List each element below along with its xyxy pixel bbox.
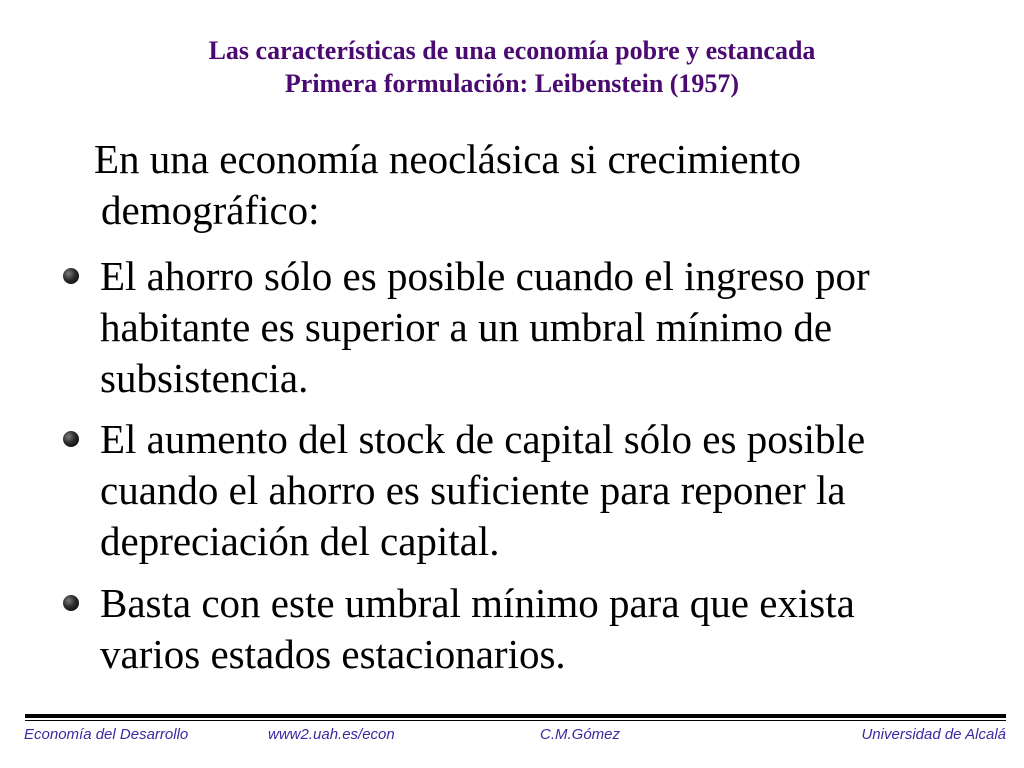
footer-author: C.M.Gómez xyxy=(540,726,621,743)
bullet-1-line-1: El ahorro sólo es posible cuando el ingreso por xyxy=(100,253,870,299)
sphere-bullet-icon xyxy=(63,431,79,447)
bullet-1-line-2: habitante es superior a un umbral mínimo de xyxy=(100,304,833,350)
slide-title-line-1: Las características de una economía pobre y estancada xyxy=(208,36,816,65)
intro-line-2: demográfico: xyxy=(101,187,320,233)
sphere-bullet-icon xyxy=(63,268,79,284)
bullet-item-savings-threshold xyxy=(100,251,950,404)
bullet-2-line-2: cuando el ahorro es suficiente para reponer la xyxy=(100,467,846,513)
intro-line-1: En una economía neoclásica si crecimiento xyxy=(94,136,801,182)
bullet-3-line-1: Basta con este umbral mínimo para que exista xyxy=(100,580,855,626)
footer-course-name: Economía del Desarrollo xyxy=(24,726,189,743)
footer-divider-thick xyxy=(25,714,1006,718)
bullet-3-line-2: varios estados estacionarios. xyxy=(100,631,566,677)
footer-university: Universidad de Alcalá xyxy=(861,726,1006,743)
bullet-2-line-1: El aumento del stock de capital sólo es posible xyxy=(100,416,866,462)
footer-divider-thin xyxy=(25,720,1006,721)
bullet-1-line-3: subsistencia. xyxy=(100,355,309,401)
bullet-item-capital-stock xyxy=(100,414,950,567)
sphere-bullet-icon xyxy=(63,595,79,611)
footer-url: www2.uah.es/econ xyxy=(268,726,395,743)
bullet-2-line-3: depreciación del capital. xyxy=(100,518,500,564)
bullet-item-stationary-states xyxy=(100,578,950,680)
slide-title-line-2: Primera formulación: Leibenstein (1957) xyxy=(284,69,740,98)
